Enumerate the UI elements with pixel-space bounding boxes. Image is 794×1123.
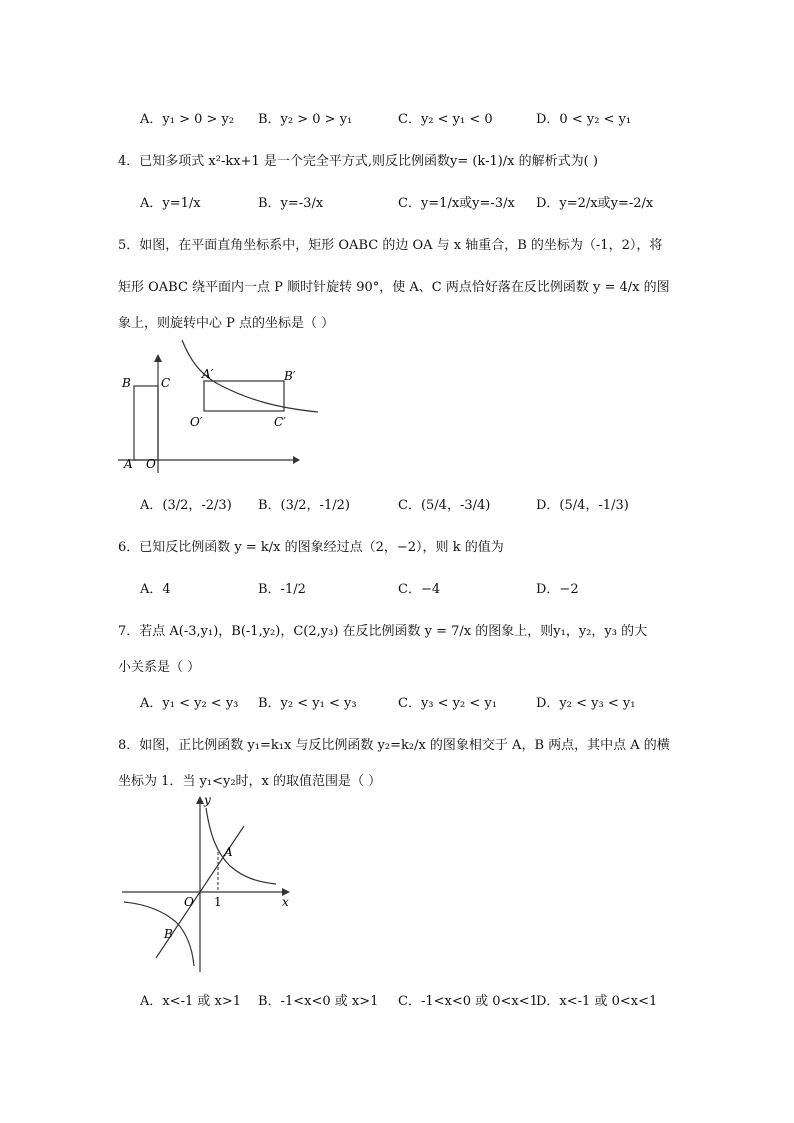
q7-option-c: C．y₃ < y₂ < y₁ (398, 696, 497, 711)
q5-label-c-prime: C′ (274, 415, 286, 429)
q4-option-a: A．y=1/x (140, 196, 201, 211)
q5-rect-oabc (134, 386, 158, 460)
q3-option-c: C．y₂ < y₁ < 0 (398, 112, 493, 127)
q7-option-b: B．y₂ < y₁ < y₃ (258, 696, 357, 711)
q8-label-a: A (224, 845, 233, 859)
q7-line-1: 7．若点 A(-3,y₁)，B(-1,y₂)，C(2,y₃) 在反比例函数 y = 7/x 的图象上，则y₁，y₂，y₃ 的大 (118, 624, 648, 639)
q8-label-x: x (282, 895, 289, 909)
q5-label-a-prime: A′ (202, 367, 214, 381)
q8-option-b: B．-1<x<0 或 x>1 (258, 994, 379, 1009)
q3-option-b: B．y₂ > 0 > y₁ (258, 112, 353, 127)
q5-label-o: O (146, 457, 156, 471)
q5-option-c: C．(5/4，-3/4) (398, 498, 491, 513)
q6-option-d: D．−2 (536, 582, 579, 597)
q5-line-2: 矩形 OABC 绕平面内一点 P 顺时针旋转 90°，使 A、C 两点恰好落在反比例函数 y = 4/x 的图 (118, 280, 670, 295)
q3-options (140, 108, 700, 130)
q7-option-a: A．y₁ < y₂ < y₃ (140, 696, 239, 711)
q3-option-d: D．0 < y₂ < y₁ (536, 112, 632, 127)
q5-label-a: A (124, 457, 133, 471)
q8-label-b: B (164, 927, 173, 941)
q4-option-c: C．y=1/x或y=-3/x (398, 196, 515, 211)
q8-hyperbola-branch-1 (206, 808, 276, 884)
q5-option-b: B．(3/2，-1/2) (258, 498, 350, 513)
q8-hyperbola-branch-3 (124, 902, 194, 966)
q5-option-a: A．(3/2，-2/3) (140, 498, 232, 513)
q5-figure (118, 338, 328, 478)
q6-stem: 6．已知反比例函数 y = k/x 的图象经过点（2，−2），则 k 的值为 (118, 540, 504, 555)
q3-option-a: A．y₁ > 0 > y₂ (140, 112, 235, 127)
q8-options (140, 990, 700, 1012)
q4-option-b: B．y=-3/x (258, 196, 324, 211)
q8-label-o: O (184, 895, 194, 909)
q6-options (140, 578, 700, 600)
q5-line-3: 象上，则旋转中心 P 点的坐标是（ ） (118, 316, 335, 331)
q6-option-c: C．−4 (398, 582, 441, 597)
q7-option-d: D．y₂ < y₃ < y₁ (536, 696, 636, 711)
q8-line-2: 坐标为 1．当 y₁<y₂时，x 的取值范围是（ ） (118, 774, 382, 789)
q8-y-arrow (196, 796, 204, 804)
q5-line-1: 5．如图，在平面直角坐标系中，矩形 OABC 的边 OA 与 x 轴重合，B 的坐标为（-1，2），将 (118, 238, 663, 253)
q5-x-arrow (293, 456, 300, 464)
q7-line-2: 小关系是（ ） (118, 660, 201, 675)
q4-options (140, 192, 700, 214)
q5-label-b: B (122, 376, 131, 390)
q6-option-b: B．-1/2 (258, 582, 306, 597)
q5-option-d: D．(5/4，-1/3) (536, 498, 629, 513)
q8-option-d: D．x<-1 或 0<x<1 (536, 994, 658, 1009)
q8-line-1: 8．如图，正比例函数 y₁=k₁x 与反比例函数 y₂=k₂/x 的图象相交于 A，B 两点，其中点 A 的横 (118, 738, 670, 753)
q4-option-d: D．y=2/x或y=-2/x (536, 196, 654, 211)
q5-y-arrow (154, 354, 162, 362)
q4-stem: 4．已知多项式 x²-kx+1 是一个完全平方式,则反比例函数y= (k-1)/x 的解析式为( ) (118, 154, 598, 169)
q5-label-b-prime: B′ (284, 369, 296, 383)
q8-option-c: C．-1<x<0 或 0<x<1 (398, 994, 538, 1009)
q8-option-a: A．x<-1 或 x>1 (140, 994, 242, 1009)
q8-figure (118, 790, 298, 975)
q5-label-c: C (161, 376, 171, 390)
q5-options (140, 494, 700, 516)
q6-option-a: A．4 (140, 582, 171, 597)
q8-label-one: 1 (214, 895, 222, 909)
q5-label-o-prime: O′ (190, 415, 203, 429)
q7-options (140, 692, 700, 714)
q8-label-y: y (204, 793, 211, 807)
